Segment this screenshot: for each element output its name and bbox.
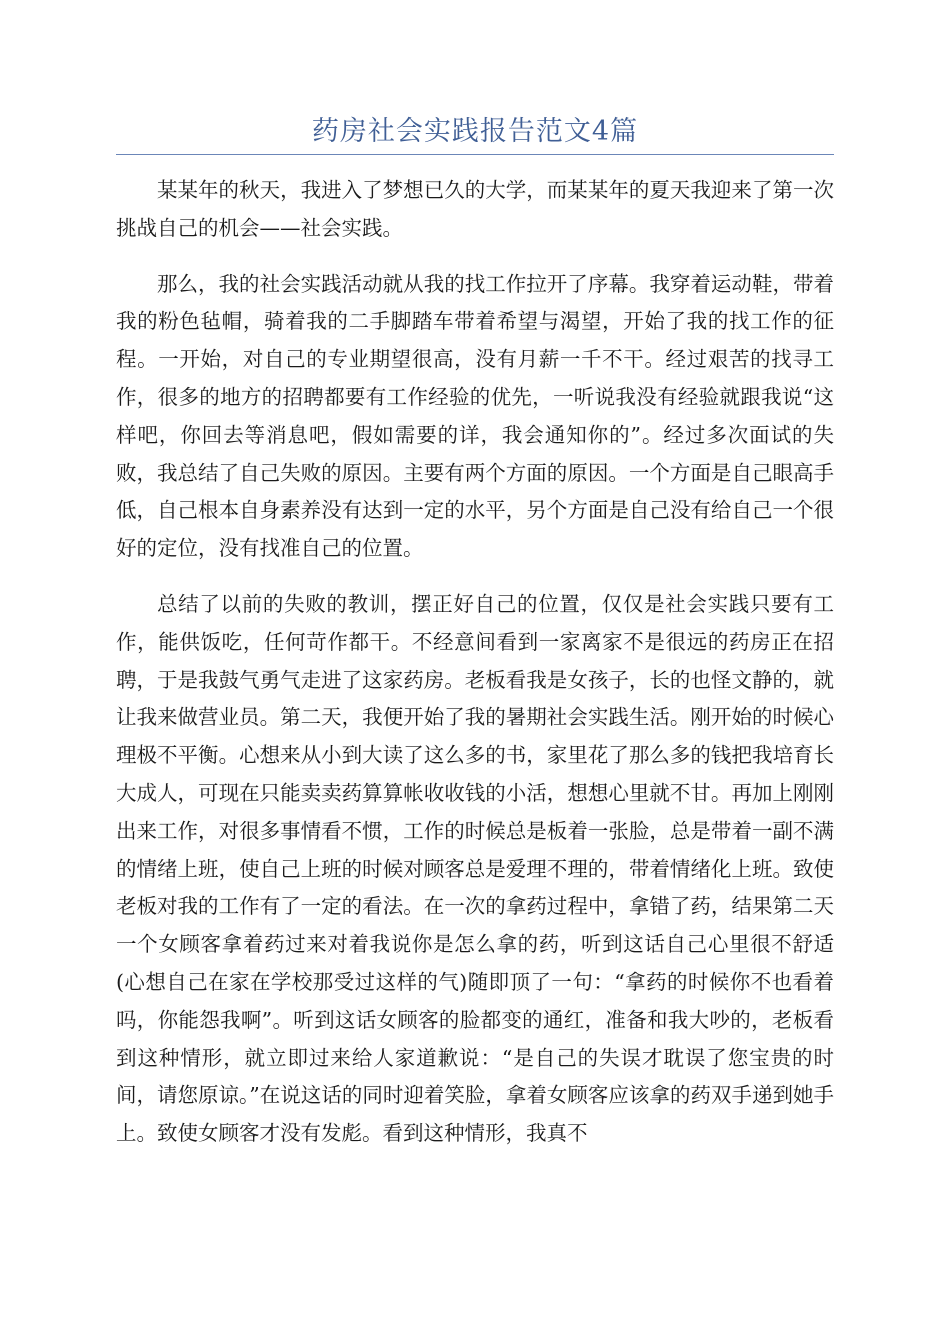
paragraph-2: 那么，我的社会实践活动就从我的找工作拉开了序幕。我穿着运动鞋，带着我的粉色毡帽，骑着我的二手脚踏车带着希望与渴望，开始了我的找工作的征程。一开始，对自己的专业期望很高，没有月薪一千不干。经过艰苦的找寻工作，很多的地方的招聘都要有工作经验的优先，一听说我没有经验就跟我说“这样吧，你回去等消息吧，假如需要的详，我会通知你的”。经过多次面试的失败，我总结了自己失败的原因。主要有两个方面的原因。一个方面是自己眼高手低，自己根本自身素养没有达到一定的水平，另个方面是自己没有给自己一个很好的定位，没有找准自己的位置。 bbox=[116, 271, 834, 561]
paragraph-1: 某某年的秋天，我进入了梦想已久的大学，而某某年的夏天我迎来了第一次挑战自己的机会——社会实践。 bbox=[116, 178, 834, 240]
paragraph-3: 总结了以前的失败的教训，摆正好自己的位置，仅仅是社会实践只要有工作，能供饭吃，任何苛作都干。不经意间看到一家离家不是很远的药房正在招聘，于是我鼓气勇气走进了这家药房。老板看我是女孩子，长的也怪文静的，就让我来做营业员。第二天，我便开始了我的暑期社会实践生活。刚开始的时候心理极不平衡。心想来从小到大读了这么多的书，家里花了那么多的钱把我培育长大成人，可现在只能卖卖药算算帐收收钱的小活，想想心里就不甘。再加上刚刚出来工作，对很多事情看不惯，工作的时候总是板着一张脸，总是带着一副不满的情绪上班，使自己上班的时候对顾客总是爱理不理的，带着情绪化上班。致使老板对我的工作有了一定的看法。在一次的拿药过程中，拿错了药，结果第二天一个女顾客拿着药过来对着我说你是怎么拿的药，听到这话自己心里很不舒适(心想自己在家在学校那受过这样的气)随即顶了一句：“拿药的时候你不也看着吗，你能怨我啊”。听到这话女顾客的脸都变的通红，准备和我大吵的，老板看到这种情形，就立即过来给人家道歉说：“是自己的失误才耽误了您宝贵的时间，请您原谅。”在说这话的同时迎着笑脸，拿着女顾客应该拿的药双手递到她手上。致使女顾客才没有发彪。看到这种情形，我真不 bbox=[116, 591, 834, 1146]
document-title: 药房社会实践报告范文4篇 bbox=[311, 116, 639, 147]
title-underline bbox=[116, 154, 834, 155]
document-body bbox=[116, 172, 834, 1171]
